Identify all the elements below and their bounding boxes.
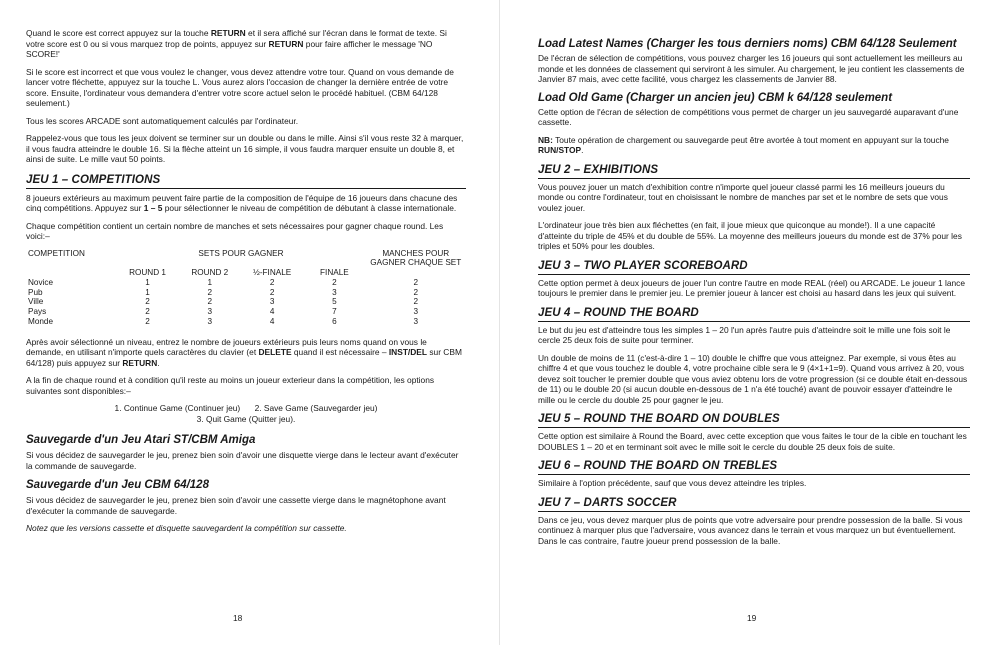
header-manches <box>366 249 466 269</box>
heading-load-old: Load Old Game (Charger un ancien jeu) CBM k 64/128 seulement <box>538 91 893 104</box>
options-line-2 <box>26 414 466 425</box>
key-name: 1 – 5 <box>143 203 163 213</box>
heading-jeu-4: JEU 4 – ROUND THE BOARD <box>538 307 970 322</box>
jeu6-paragraph: Similaire à l'option précédente, sauf que vous devez atteindre les triples. <box>538 478 807 488</box>
option-quit: 3. Quit Game (Quitter jeu). <box>196 413 296 424</box>
cell-finale: 7 <box>332 307 337 317</box>
heading-load-latest: Load Latest Names (Charger les tous derniers noms) CBM 64/128 Seulement <box>538 38 957 50</box>
cell-round1: 2 <box>145 317 150 327</box>
header-blank-2 <box>366 268 466 278</box>
load-old-paragraph: Cette option de l'écran de sélection de compétitions vous permet de charger un jeu sauvegardé auparavant d'une cassette. <box>538 106 959 127</box>
competition-table <box>26 249 466 327</box>
options-line-1 <box>26 403 466 414</box>
load-latest-paragraph: De l'écran de sélection de compétitions, vous pouvez charger les 16 joueurs qui sont actuellement les meilleurs au monde et les données de classement qui serviront à les simuler. Au chargement, le jeu contient les classements de Janvier 87 mais, avec cette facilité, vous chargez les classements de Janvier 88. <box>538 53 965 84</box>
left-column <box>26 28 466 541</box>
intro-paragraph-2: Si le score est incorrect et que vous voulez le changer, vous devez attendre votre tour. Quand on vous demande de lancer votre fléchette, appuyez sur la touche L. Vous aurez alors l'occasion de changer la dernière entrée de votre score. Ensuite, l'ordinateur vous demandera d'entrer votre score actuel selon le procédé habituel. (CBM 64/128 seulement.) <box>26 66 454 108</box>
key-name: RETURN <box>122 357 158 368</box>
cell-finale: 6 <box>332 317 337 327</box>
header-round1: ROUND 1 <box>129 268 166 278</box>
cell-level: Pays <box>28 307 47 317</box>
nb-key: RUN/STOP <box>538 145 582 155</box>
cell-round2: 2 <box>207 297 213 307</box>
jeu1-paragraph-2: Chaque compétition contient un certain nombre de manches et sets nécessaires pour gagner chaque round. Les voici:– <box>26 220 444 241</box>
cell-level: Monde <box>28 317 54 327</box>
table-row <box>26 307 466 317</box>
cell-round2: 3 <box>207 317 213 327</box>
jeu4-paragraph-2: Un double de moins de 11 (c'est-à-dire 1 – 10) double le chiffre que vous atteignez. Par exemple, si vous êtes au chiffre 4 et que vous touchez le double 4, votre prochaine cible sera le 9 (4×1+1=9). Quand vous arrivez à 20, vous devez soit toucher le premier double que vous aviez obtenu lors de votre progression (si ce double était en-dessous de 11) ou le double 20 (si aucun double en-dessous de 1 n'a été touché) avant de pouvoir essayer d'atteindre le mille ou le cercle du double 25 pour gagner le jeu. <box>538 352 968 405</box>
heading-jeu-7: JEU 7 – DARTS SOCCER <box>538 497 970 512</box>
cell-round2: 3 <box>207 307 213 317</box>
cell-round1: 2 <box>145 297 150 307</box>
heading-jeu-5: JEU 5 – ROUND THE BOARD ON DOUBLES <box>538 413 970 428</box>
cell-semi: 4 <box>269 317 275 327</box>
cell-finale: 2 <box>332 277 337 287</box>
page-number-left: 18 <box>233 613 243 623</box>
cell-round1: 2 <box>145 307 150 317</box>
jeu1-paragraph-3: Après avoir sélectionné un niveau, entrez le nombre de joueurs extérieurs puis leurs noms quand on vous le demande, en utilisant n'importe quels caractères du clavier (et DELETE quand il est nécessaire – INST/DEL sur CBM 64/128) puis appuyez sur RETURN. <box>26 336 462 368</box>
table-header-row-1 <box>26 249 466 269</box>
key-name: RETURN <box>268 38 304 49</box>
intro-paragraph-4: Rappelez-vous que tous les jeux doivent se terminer sur un double ou dans le mille. Ainsi s'il vous reste 32 à marquer, il vous faudra atteindre le double 16. Si la flèche atteint un 16 simple, il vous faudra marquer ensuite un double 8, et ainsi de suite. Le mille vaut 50 points. <box>26 133 464 164</box>
cell-finale: 3 <box>332 287 337 297</box>
heading-jeu-1: JEU 1 – COMPETITIONS <box>26 174 466 189</box>
jeu3-paragraph: Cette option permet à deux joueurs de jouer l'un contre l'autre en mode REAL (réel) ou ARCADE. Le joueur 1 lance toujours le premier dans le premier jeu. Le premier joueur à lancer est choisi au hasard dans les jeux qui suivent. <box>538 277 965 298</box>
cell-manches: 2 <box>413 277 419 287</box>
right-column <box>538 38 970 553</box>
header-round2: ROUND 2 <box>191 268 229 278</box>
save-atari-paragraph: Si vous décidez de sauvegarder le jeu, prenez bien soin d'avoir une disquette vierge dans le lecteur avant d'exécuter la commande de sauvegarde. <box>26 450 459 471</box>
header-blank <box>26 268 116 278</box>
cell-semi: 2 <box>269 277 275 287</box>
jeu2-paragraph-2: L'ordinateur joue très bien aux fléchettes (en fait, il joue mieux que quiconque au monde!). Il a une capacité d'atteinte du triple de 45% et du double de 55%. La moyenne des meilleurs joueurs du monde est de 37% pour les triples et 50% pour les doubles. <box>538 220 962 251</box>
header-sets: SETS POUR GAGNER <box>198 248 284 258</box>
nb-label: NB: <box>538 134 553 145</box>
nb-text: Toute opération de chargement ou sauvegarde peut être avortée à tout moment en appuyant sur la touche <box>552 134 949 145</box>
jeu1-paragraph-1: 8 joueurs extérieurs au maximum peuvent faire partie de la composition de l'équipe de 16 joueurs dans chacune des cinq compétitions. Appuyez sur 1 – 5 pour sélectionner le niveau de compétition de débutant à classe internationale. <box>26 192 458 213</box>
header-semi: ½-FINALE <box>252 268 292 278</box>
page-number-right: 19 <box>747 613 757 623</box>
intro-paragraph-3: Tous les scores ARCADE sont automatiquement calculés par l'ordinateur. <box>26 115 299 126</box>
cell-level: Novice <box>28 277 54 287</box>
jeu1-paragraph-4: A la fin de chaque round et à condition qu'il reste au moins un joueur exterieur dans la compétition, les options suivantes sont disponibles:– <box>26 375 435 396</box>
option-continue: 1. Continue Game (Continuer jeu) <box>114 403 241 414</box>
cell-level: Pub <box>28 287 43 297</box>
jeu7-paragraph: Dans ce jeu, vous devez marquer plus de points que votre adversaire pour prendre possession de la balle. Si vous continuez à marquer plus que l'adversaire, vous avancez dans le terrain et vous marquez un but éventuellement. Dans le cas contraire, l'autre joueur prend possession de la balle. <box>538 514 963 546</box>
table-row <box>26 317 466 327</box>
jeu2-paragraph-1: Vous pouvez jouer un match d'exhibition contre n'importe quel joueur classé parmi les 16 meilleurs joueurs du monde ou contre l'ordinateur, tout en choisissant le nombre de manches par set et le nombre de sets que vous voulez jouer. <box>538 181 948 213</box>
jeu5-paragraph: Cette option est similaire à Round the Board, avec cette exception que vous faites le tour de la cible en touchant les DOUBLES 1 – 20 et en terminant soit avec le mille soit le cercle du double 25 deux fois de suite. <box>538 431 967 452</box>
heading-save-atari: Sauvegarde d'un Jeu Atari ST/CBM Amiga <box>26 434 256 447</box>
intro-paragraph-1: Quand le score est correct appuyez sur la touche RETURN et il sera affiché sur l'écran dans le format de texte. Si votre score est 0 ou si vous marquez trop de points, appuyez sur RETURN pour faire afficher le message 'NO SCORE!' <box>26 28 447 59</box>
cell-round2: 1 <box>207 277 213 287</box>
table-row <box>26 278 466 288</box>
save-cbm-paragraph: Si vous décidez de sauvegarder le jeu, prenez bien soin d'avoir une cassette vierge dans le magnétophone avant d'exécuter la commande de sauvegarde. <box>26 495 446 516</box>
cell-level: Ville <box>28 297 44 307</box>
heading-save-cbm: Sauvegarde d'un Jeu CBM 64/128 <box>26 479 209 492</box>
options-list <box>26 403 466 424</box>
cell-round1: 1 <box>145 287 150 297</box>
cell-semi: 3 <box>269 297 275 307</box>
cassette-note: Notez que les versions cassette et disquette sauvegardent la compétition sur cassette. <box>26 523 347 534</box>
table-row <box>26 297 466 307</box>
cell-finale: 5 <box>332 297 337 307</box>
key-name: INST/DEL <box>388 347 428 358</box>
header-manches-line-1: MANCHES POUR <box>382 248 450 258</box>
heading-jeu-3: JEU 3 – TWO PLAYER SCOREBOARD <box>538 260 970 275</box>
cell-manches: 2 <box>413 297 419 307</box>
table-row <box>26 288 466 298</box>
header-finale: FINALE <box>320 268 349 278</box>
cell-semi: 2 <box>269 287 275 297</box>
cell-semi: 4 <box>269 307 275 317</box>
jeu4-paragraph-1: Le but du jeu est d'atteindre tous les simples 1 – 20 l'un après l'autre puis d'atteindre soit le mille une fois soit le cercle 25 deux fois de suite pour terminer. <box>538 324 951 345</box>
table-header-row-2 <box>26 268 466 278</box>
table-body <box>26 278 466 327</box>
heading-jeu-2: JEU 2 – EXHIBITIONS <box>538 164 970 179</box>
option-save: 2. Save Game (Sauvegarder jeu) <box>254 403 378 414</box>
heading-jeu-6: JEU 6 – ROUND THE BOARD ON TREBLES <box>538 460 970 475</box>
cell-round2: 2 <box>207 287 213 297</box>
cell-round1: 1 <box>145 277 150 287</box>
page-19 <box>500 0 1000 645</box>
header-competition: COMPETITION <box>28 248 85 258</box>
cell-manches: 3 <box>413 307 419 317</box>
header-manches-line-2: GAGNER CHAQUE SET <box>370 258 462 268</box>
cell-manches: 3 <box>413 317 419 327</box>
key-name: DELETE <box>258 347 292 358</box>
cell-manches: 2 <box>413 287 419 297</box>
nb-paragraph: NB: Toute opération de chargement ou sauvegarde peut être avortée à tout moment en appuyant sur la touche RUN/STOP. <box>538 134 949 155</box>
key-name: RETURN <box>210 28 246 38</box>
